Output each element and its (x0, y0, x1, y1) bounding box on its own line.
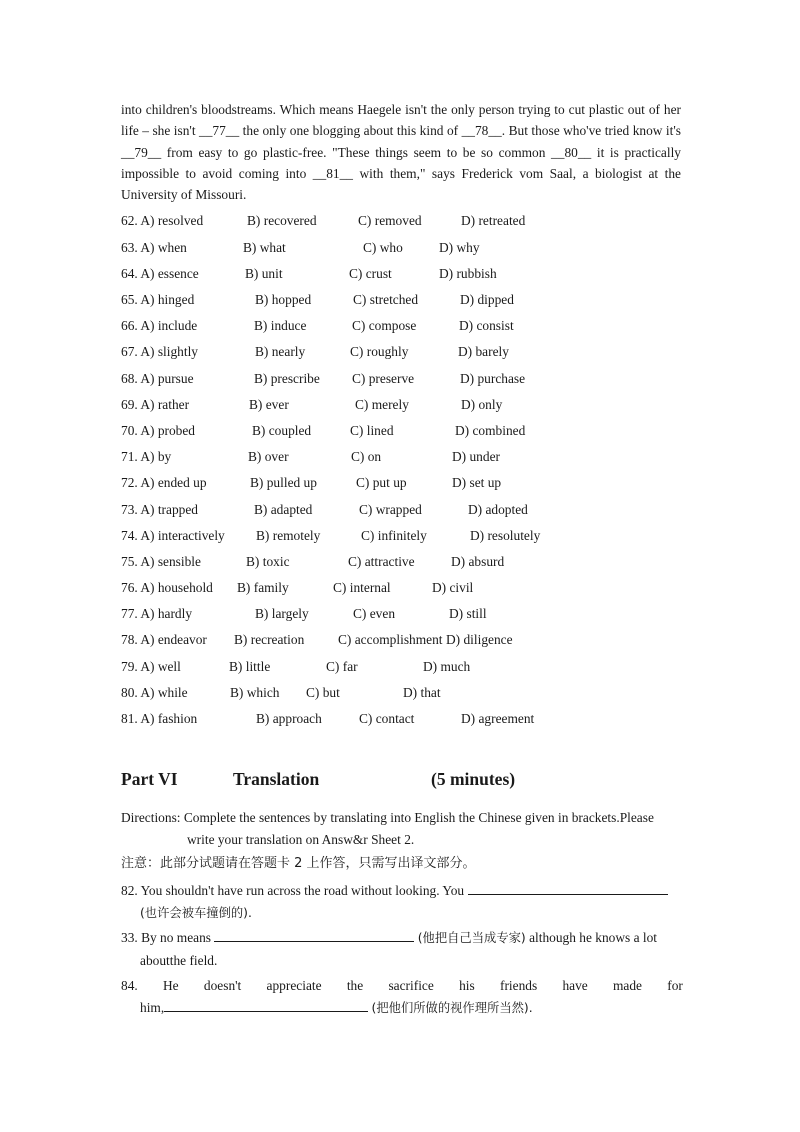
option-c: C) accomplishment (338, 632, 443, 648)
option-row (121, 706, 681, 732)
q84-word: for (667, 978, 683, 993)
option-b: B) toxic (246, 553, 290, 569)
option-row (121, 549, 681, 575)
option-a: 63. A) when (121, 239, 187, 255)
option-a: 67. A) slightly (121, 344, 199, 360)
option-a: 71. A) by (121, 449, 172, 465)
q84-word: 84. (121, 978, 138, 993)
option-d: D) adopted (468, 501, 528, 517)
q84-pre: him, (140, 999, 165, 1015)
option-a: 79. A) well (121, 658, 181, 674)
option-row (121, 444, 681, 470)
option-c: C) who (363, 239, 403, 255)
option-a: 65. A) hinged (121, 292, 195, 308)
option-row (121, 261, 681, 287)
option-row (121, 523, 681, 549)
option-row (121, 627, 681, 653)
option-a: 74. A) interactively (121, 527, 225, 543)
option-b: B) induce (254, 318, 307, 334)
q84-word: made (612, 978, 642, 993)
note-chinese: 注意：此部分试题请在答题卡 2 上作答，只需写出译文部分。 (121, 856, 476, 871)
option-c: C) roughly (350, 344, 409, 360)
option-b: B) little (229, 658, 271, 674)
question-82 (121, 880, 683, 924)
exam-page (121, 99, 683, 1015)
option-c: C) far (326, 658, 358, 674)
option-d: D) purchase (460, 370, 526, 386)
option-row (121, 235, 681, 261)
question-83 (121, 927, 683, 971)
question-84 (121, 975, 683, 1019)
option-c: C) removed (358, 213, 422, 229)
option-d: D) much (423, 658, 471, 674)
option-c: C) internal (333, 580, 391, 596)
option-c: C) wrapped (359, 501, 422, 517)
option-d: D) retreated (461, 213, 526, 229)
option-d: D) consist (459, 318, 514, 334)
passage-text: into children's bloodstreams. Which means Haegele isn't the only person trying to cut plastic out of her life – she isn't __77__ the only one blogging about this kind of __78__. But those who've tried know it's __79__ from easy to go plastic-free. "These things seem to be so common __80__ it is practically impossible to avoid coming into __81__ with them," says Frederick vom Saal, a biologist at the University of Missouri. (121, 102, 681, 203)
option-d: D) rubbish (439, 265, 497, 281)
q82-text: 82. You shouldn't have run across the road without looking. You (121, 883, 465, 898)
q84-word: sacrifice (388, 978, 434, 993)
option-d: D) absurd (451, 553, 505, 569)
option-b: B) remotely (256, 527, 321, 543)
option-d: D) diligence (446, 632, 513, 648)
option-b: B) over (248, 449, 289, 465)
part-label: Part VI (121, 769, 178, 789)
q84-word: doesn't (203, 978, 242, 993)
option-row (121, 654, 681, 680)
option-b: B) coupled (252, 422, 312, 438)
option-a: 80. A) while (121, 684, 188, 700)
option-b: B) approach (256, 711, 322, 727)
option-d: D) that (403, 684, 441, 700)
q82-chinese: (也许会被车撞倒的). (140, 905, 252, 920)
option-d: D) combined (455, 422, 526, 438)
q84-line-1 (121, 975, 683, 997)
option-c: C) but (306, 684, 340, 700)
option-b: B) largely (255, 606, 309, 622)
directions-line-2: write your translation on Answ&r Sheet 2. (187, 831, 415, 847)
option-row (121, 601, 681, 627)
option-a: 73. A) trapped (121, 501, 198, 517)
option-d: D) agreement (461, 711, 535, 727)
option-d: D) dipped (460, 292, 514, 308)
directions (121, 807, 683, 850)
option-a: 75. A) sensible (121, 553, 201, 569)
option-row (121, 470, 681, 496)
option-row (121, 208, 681, 234)
option-row (121, 287, 681, 313)
option-a: 77. A) hardly (121, 606, 193, 622)
option-a: 68. A) pursue (121, 370, 194, 386)
q84-word: the (346, 978, 364, 993)
option-c: C) compose (352, 318, 417, 334)
directions-line-1: Directions: Complete the sentences by translating into English the Chinese given in brackets.Please (121, 810, 654, 825)
option-a: 81. A) fashion (121, 711, 198, 727)
option-c: C) attractive (348, 553, 415, 569)
option-d: D) only (461, 396, 503, 412)
q84-word: his (459, 978, 475, 993)
q83-post: although he knows a lot (529, 930, 658, 945)
option-row (121, 339, 681, 365)
option-a: 69. A) rather (121, 396, 190, 412)
q83-chinese: (他把自己当成专家) (417, 931, 526, 945)
option-c: C) merely (355, 396, 409, 412)
option-b: B) ever (249, 396, 289, 412)
option-b: B) recovered (247, 213, 317, 229)
option-a: 66. A) include (121, 318, 198, 334)
option-b: B) family (237, 580, 289, 596)
option-row (121, 418, 681, 444)
option-d: D) why (439, 239, 480, 255)
q83-answer-blank[interactable] (214, 927, 414, 942)
option-b: B) what (243, 239, 286, 255)
option-c: C) lined (350, 422, 394, 438)
option-row (121, 680, 681, 706)
option-b: B) prescribe (254, 370, 320, 386)
q82-answer-blank[interactable] (468, 880, 668, 895)
option-c: C) infinitely (361, 527, 427, 543)
option-c: C) crust (349, 265, 392, 281)
option-d: D) set up (452, 475, 502, 491)
option-b: B) hopped (255, 292, 312, 308)
option-row (121, 497, 681, 523)
option-a: 76. A) household (121, 580, 213, 596)
option-b: B) adapted (254, 501, 313, 517)
q84-word: appreciate (266, 978, 322, 993)
option-row (121, 313, 681, 339)
part-time: (5 minutes) (431, 769, 516, 789)
option-a: 62. A) resolved (121, 213, 204, 229)
option-b: B) nearly (255, 344, 306, 360)
option-a: 72. A) ended up (121, 475, 207, 491)
part-title (121, 767, 681, 791)
option-a: 78. A) endeavor (121, 632, 207, 648)
option-d: D) under (452, 449, 500, 465)
option-b: B) pulled up (250, 475, 317, 491)
q83-line-2: aboutthe field. (140, 952, 218, 968)
option-d: D) still (449, 606, 487, 622)
option-c: C) contact (359, 711, 415, 727)
option-c: C) stretched (353, 292, 419, 308)
option-b: B) which (230, 684, 280, 700)
option-b: B) recreation (234, 632, 305, 648)
option-c: C) preserve (352, 370, 415, 386)
option-row (121, 575, 681, 601)
part-name: Translation (233, 769, 320, 789)
option-d: D) barely (458, 344, 509, 360)
q84-word: He (163, 978, 179, 993)
option-c: C) on (351, 449, 382, 465)
q84-word: have (562, 978, 588, 993)
option-d: D) resolutely (470, 527, 541, 543)
option-list (121, 208, 681, 732)
q84-answer-blank[interactable] (164, 997, 368, 1012)
option-a: 70. A) probed (121, 422, 196, 438)
option-c: C) even (353, 606, 396, 622)
q84-word: friends (499, 978, 538, 993)
option-row (121, 366, 681, 392)
option-d: D) civil (432, 580, 474, 596)
q83-pre: 33. By no means (121, 930, 212, 945)
option-a: 64. A) essence (121, 265, 199, 281)
option-b: B) unit (245, 265, 283, 281)
q84-chinese: (把他们所做的视作理所当然). (371, 1000, 533, 1015)
option-c: C) put up (356, 475, 407, 491)
option-row (121, 392, 681, 418)
